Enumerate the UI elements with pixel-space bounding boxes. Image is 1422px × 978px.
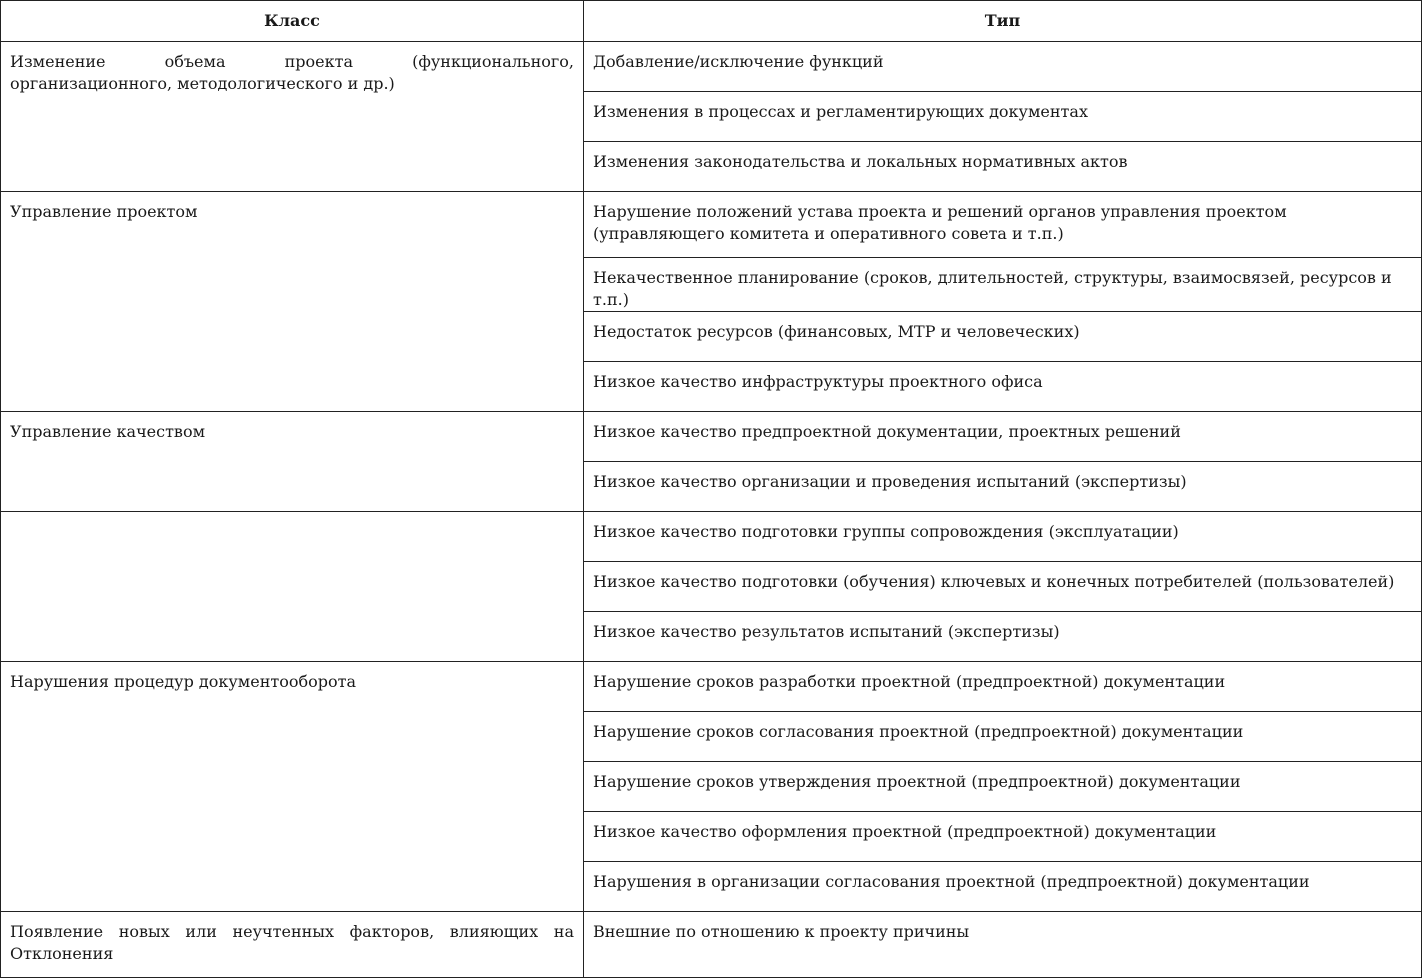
type-cell: Низкое качество предпроектной документации, проектных решений [584,412,1422,462]
header-row [1,1,1422,42]
class-cell: Управление качеством [1,412,584,512]
type-cell: Нарушения в организации согласования проектной (предпроектной) документации [584,862,1422,912]
type-cell: Низкое качество результатов испытаний (экспертизы) [584,612,1422,662]
table-row [1,412,1422,462]
type-cell: Нарушение сроков разработки проектной (предпроектной) документации [584,662,1422,712]
type-cell: Изменения законодательства и локальных нормативных актов [584,142,1422,192]
type-cell: Некачественное планирование (сроков, длительностей, структуры, взаимосвязей, ресурсов и т.п.) [584,258,1422,312]
table-row [1,912,1422,978]
table-row [1,192,1422,258]
header-type: Тип [584,1,1422,42]
class-cell: Нарушения процедур документооборота [1,662,584,912]
header-class: Класс [1,1,584,42]
type-cell: Нарушение сроков утверждения проектной (предпроектной) документации [584,762,1422,812]
type-cell: Низкое качество организации и проведения испытаний (экспертизы) [584,462,1422,512]
type-cell: Изменения в процессах и регламентирующих документах [584,92,1422,142]
type-cell: Низкое качество подготовки группы сопровождения (эксплуатации) [584,512,1422,562]
type-cell: Внешние по отношению к проекту причины [584,912,1422,978]
type-cell: Нарушение положений устава проекта и решений органов управления проектом (управляющего комитета и оперативного совета и т.п.) [584,192,1422,258]
class-cell: Изменение объема проекта (функционального, организационного, методологического и др.) [1,42,584,192]
class-cell-empty [1,512,584,662]
type-cell: Низкое качество подготовки (обучения) ключевых и конечных потребителей (пользователей) [584,562,1422,612]
type-cell: Добавление/исключение функций [584,42,1422,92]
table-row [1,512,1422,562]
type-cell: Низкое качество инфраструктуры проектного офиса [584,362,1422,412]
type-cell: Нарушение сроков согласования проектной (предпроектной) документации [584,712,1422,762]
class-cell: Управление проектом [1,192,584,412]
class-cell: Появление новых или неучтенных факторов, влияющих на Отклонения [1,912,584,978]
table-row [1,662,1422,712]
type-cell: Недостаток ресурсов (финансовых, МТР и человеческих) [584,312,1422,362]
table-row [1,42,1422,92]
type-cell: Низкое качество оформления проектной (предпроектной) документации [584,812,1422,862]
